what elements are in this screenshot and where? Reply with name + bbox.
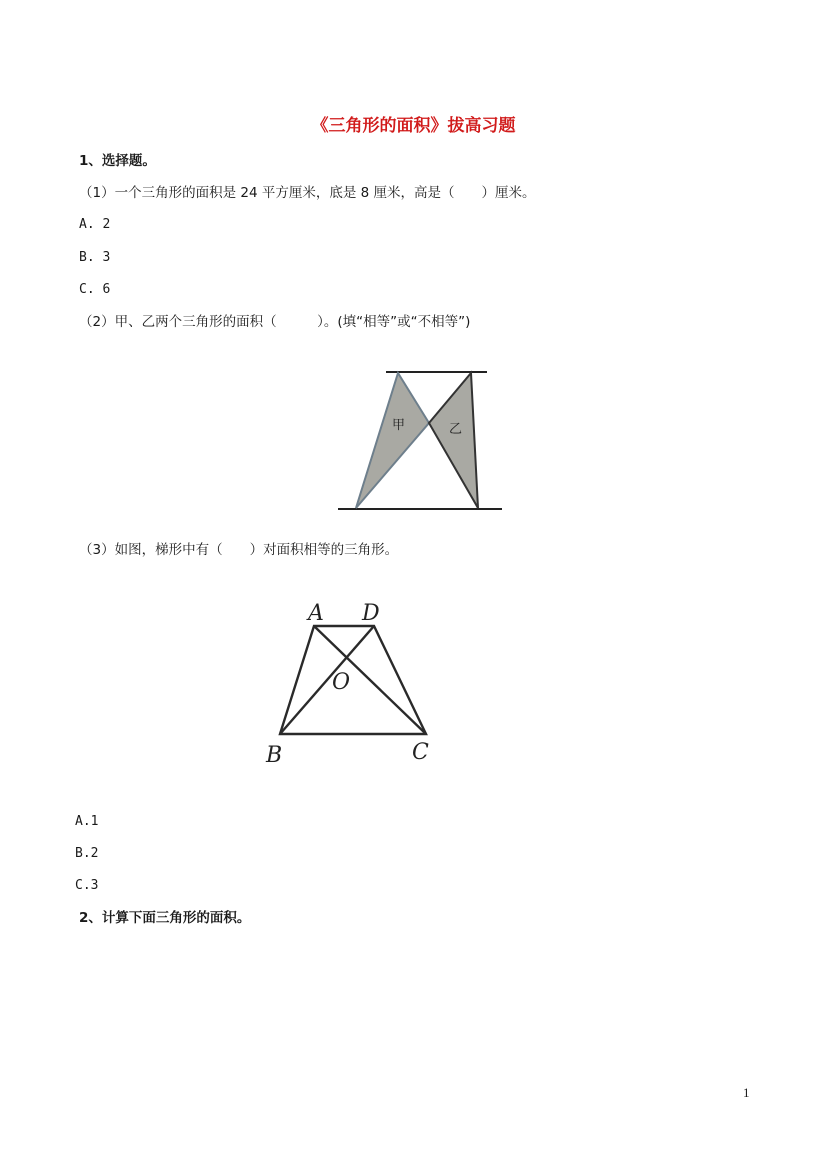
page-title: 《三角形的面积》拔高习题 [311, 116, 516, 136]
triangle-yi [429, 373, 478, 508]
vertex-b-label: B [266, 743, 283, 768]
question-3-option-b: B.2 [75, 846, 99, 861]
vertex-a-label: A [308, 601, 324, 626]
question-3-option-c: C.3 [75, 878, 99, 893]
point-o-label: O [332, 670, 351, 695]
label-yi: 乙 [449, 422, 463, 437]
triangle-jia [356, 373, 429, 508]
question-3-stem: （3）如图，梯形中有（ ）对面积相等的三角形。 [79, 542, 399, 558]
label-jia: 甲 [392, 418, 406, 433]
vertex-c-label: C [412, 740, 429, 765]
diagonal-ac [314, 626, 426, 734]
question-2-stem: （2）甲、乙两个三角形的面积（ ）。(填“相等”或“不相等”) [79, 314, 471, 330]
vertex-d-label: D [362, 601, 380, 626]
question-1-option-a: A. 2 [79, 217, 111, 232]
question-1-option-b: B. 3 [79, 250, 111, 265]
parallel-triangles-figure [330, 360, 510, 520]
question-3-option-a: A.1 [75, 814, 99, 829]
question-1-option-c: C. 6 [79, 282, 111, 297]
section-2-heading: 2、计算下面三角形的面积。 [79, 910, 251, 926]
trapezoid-figure [258, 592, 448, 772]
question-1-stem: （1）一个三角形的面积是 24 平方厘米，底是 8 厘米，高是（ ）厘米。 [79, 185, 536, 201]
section-1-heading: 1、选择题。 [79, 153, 156, 169]
diagonal-db [280, 626, 374, 734]
page-number: 1 [743, 1085, 750, 1100]
trapezoid-abcd [280, 626, 426, 734]
